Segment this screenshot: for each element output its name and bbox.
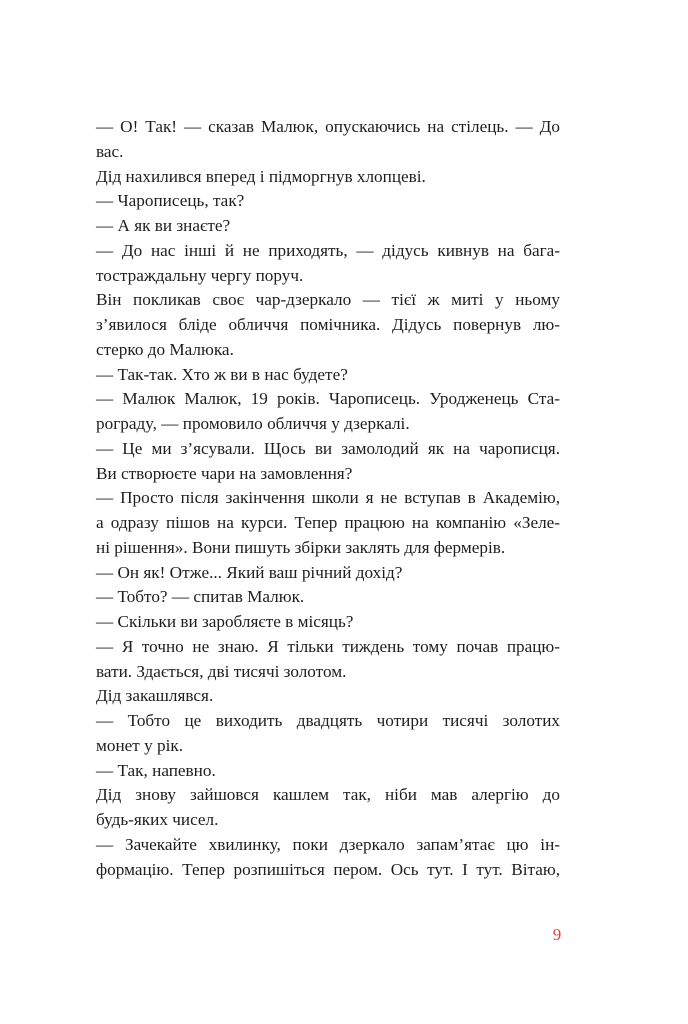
text-line: Він покликав своє чар-дзеркало — тієї ж миті у ньому [96,290,560,310]
text-line: вас. [96,141,124,161]
text-line: — Тобто це виходить двадцять чотири тисячі золотих [96,711,560,730]
text-line: — Просто після закінчення школи я не вступав в Академію, [96,488,560,508]
text-line: з’явилося бліде обличчя помічника. Дідусь повернув лю- [96,315,560,334]
text-line: Ви створюєте чари на замовлення? [96,463,353,483]
text-line: вати. Здається, дві тисячі золотом. [96,661,347,681]
text-line: — Чарописець, так? [96,191,245,211]
text-line: — О! Так! — сказав Малюк, опускаючись на стілець. — До [96,117,560,136]
text-line: ні рішення». Вони пишуть збірки заклять для фермерів. [96,537,506,557]
text-line: — Тобто? — спитав Малюк. [96,587,305,607]
text-line: — Це ми з’ясували. Щось ви замолодий як на чарописця. [96,438,560,458]
text-line: монет у рік. [96,735,184,755]
text-line: — А як ви знаєте? [96,216,231,235]
text-line: а одразу пішов на курси. Тепер працюю на компанію «Зеле- [96,513,560,532]
text-line: стерко до Малюка. [96,339,234,359]
text-line: формацію. Тепер розпишіться пером. Ось тут. І тут. Вітаю, [96,859,560,879]
text-line: Дід нахилився вперед і підморгнув хлопцеві. [96,166,426,186]
text-line: Дід знову зайшовся кашлем так, ніби мав алергію до [96,785,560,805]
text-line: Дід закашлявся. [96,686,214,706]
text-line: — Я точно не знаю. Я тільки тиждень тому почав працю- [96,636,560,656]
text-line: — Он як! Отже... Який ваш річний дохід? [96,562,403,582]
body-text [96,115,560,882]
text-line: тостраждальну чергу поруч. [96,265,304,285]
text-line: — Скільки ви заробляєте в місяць? [96,612,354,631]
text-line: будь-яких чисел. [96,810,219,829]
text-line: роградy, — промовило обличчя у дзеркалі. [96,414,410,433]
text-line: — До нас інші й не приходять, — дідусь кивнув на бага- [96,240,560,260]
text-line: — Так, напевно. [96,760,216,780]
text-line: — Зачекайте хвилинку, поки дзеркало запам’ятає цю ін- [96,834,560,854]
page-number: 9 [552,925,562,944]
text-line: — Малюк Малюк, 19 років. Чарописець. Уродженець Ста- [96,389,560,409]
text-line: — Так-так. Хто ж ви в нас будете? [96,364,348,384]
